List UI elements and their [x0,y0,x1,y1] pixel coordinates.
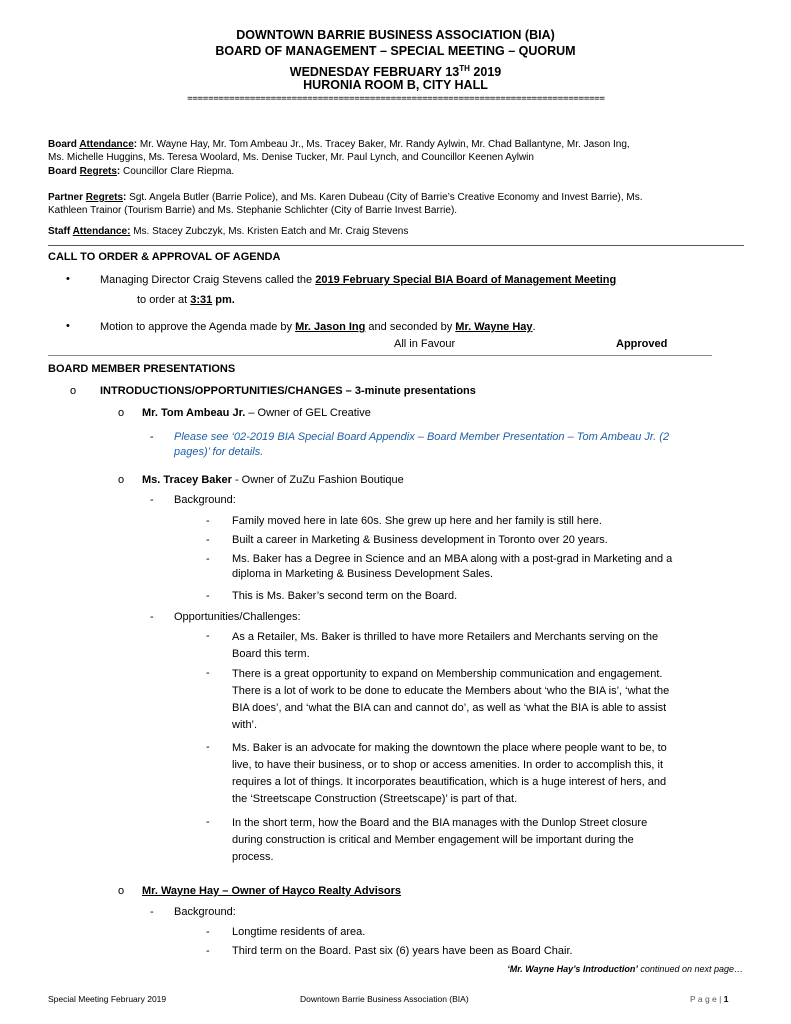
dash-icon: - [206,816,210,828]
tracey-opp-item: There is a great opportunity to expand on Membership communication and engagement. There is a lot of work to be done to educate the Members about ‘who the BIA is’, ‘what the BIA does’, and ‘what the BIA can and cannot do’, as well as ‘what the BIA is able to assist with’. [232,668,670,731]
vote-result: Approved [616,338,668,350]
tracey-opp-item: Ms. Baker is an advocate for making the downtown the place where people want to be, to live, to have their business, or to shop or access amenities. In order to accomplish this, it requires a lot of things. It incorporates beautification, which is a huge interest of hers, and the ‘Streetscape Construction (Streetscape)’ is part of that. [232,742,667,805]
meeting-title: BOARD OF MANAGEMENT – SPECIAL MEETING – QUORUM [215,44,576,58]
presenter-tracey: Ms. Tracey Baker - Owner of ZuZu Fashion Boutique [142,474,404,486]
meeting-date: WEDNESDAY FEBRUARY 13TH 2019 [289,64,502,80]
dash-icon: - [206,515,210,527]
tracey-bg-item: Ms. Baker has a Degree in Science and an MBA along with a post-grad in Marketing and a diploma in Marketing & Business Development Sales. [232,553,673,580]
section-divider [48,355,712,356]
footer-left: Special Meeting February 2019 [48,994,167,1004]
presentations-heading: BOARD MEMBER PRESENTATIONS [48,363,236,375]
meeting-location: HURONIA ROOM B, CITY HALL [303,78,488,92]
staff-attendance: Staff Attendance: Ms. Stacey Zubczyk, Ms. Kristen Eatch and Mr. Craig Stevens [48,226,409,237]
dash-icon: - [206,630,210,642]
dash-icon: - [150,906,154,918]
dash-icon: - [206,553,210,565]
partner-regrets: Partner Regrets: Sgt. Angela Butler (Barrie Police), and Ms. Karen Dubeau (City of Barrie’s Creative Economy and Invest Barrie), Ms. Kathleen Trainor (Tourism Barrie) and Ms. Stephanie Schlichter (City of Barrie Invest Barrie). [48,192,643,216]
presenter-wayne: Mr. Wayne Hay – Owner of Hayco Realty Advisors [142,885,401,897]
footer-center: Downtown Barrie Business Association (BIA) [300,994,469,1004]
tracey-bg-item: Built a career in Marketing & Business development in Toronto over 20 years. [232,534,608,546]
dash-icon: - [206,926,210,938]
vote-label: All in Favour [394,338,456,350]
bullet-icon: • [66,320,70,332]
agenda-motion: Motion to approve the Agenda made by Mr. Jason Ing and seconded by Mr. Wayne Hay. [100,321,536,333]
presenter-tom: Mr. Tom Ambeau Jr. – Owner of GEL Creative [142,407,371,419]
dash-icon: - [150,431,154,443]
presentations-subheading: INTRODUCTIONS/OPPORTUNITIES/CHANGES – 3-minute presentations [100,385,476,397]
call-to-order-item: Managing Director Craig Stevens called the 2019 February Special BIA Board of Management Meeting [100,274,617,286]
org-title: DOWNTOWN BARRIE BUSINESS ASSOCIATION (BIA) [236,28,555,42]
dash-icon: - [206,741,210,753]
tom-appendix-note: Please see ‘02-2019 BIA Special Board Appendix – Board Member Presentation – Tom Ambeau Jr. (2 pages)’ for details. [174,431,670,458]
continued-note: ‘Mr. Wayne Hay’s Introduction’ continued on next page… [507,964,743,974]
tracey-opps-label: Opportunities/Challenges: [174,611,301,623]
tracey-bg-item: Family moved here in late 60s. She grew up here and her family is still here. [232,515,602,527]
dash-icon: - [150,494,154,506]
call-to-order-heading: CALL TO ORDER & APPROVAL OF AGENDA [48,251,281,263]
circle-bullet-icon: o [118,474,125,486]
tracey-opp-item: As a Retailer, Ms. Baker is thrilled to have more Retailers and Merchants serving on the Board this term. [232,631,659,660]
header-divider: ================================================================================ [187,94,605,104]
tracey-background-label: Background: [174,494,236,506]
circle-bullet-icon: o [118,407,125,419]
circle-bullet-icon: o [70,385,77,397]
board-regrets: Board Regrets: Councillor Clare Riepma. [48,166,235,177]
footer-page: P a g e | 1 [690,994,729,1004]
dash-icon: - [206,945,210,957]
circle-bullet-icon: o [118,885,125,897]
section-divider [48,245,744,246]
wayne-bg-item: Longtime residents of area. [232,926,366,938]
dash-icon: - [206,534,210,546]
wayne-background-label: Background: [174,906,236,918]
bullet-icon: • [66,273,70,285]
wayne-bg-item: Third term on the Board. Past six (6) years have been as Board Chair. [232,945,573,957]
dash-icon: - [206,590,210,602]
tracey-bg-item: This is Ms. Baker’s second term on the Board. [232,590,458,602]
dash-icon: - [150,611,154,623]
tracey-opp-item: In the short term, how the Board and the BIA manages with the Dunlop Street closure during construction is critical and Member engagement will be important during the process. [232,817,648,863]
call-to-order-time: to order at 3:31 pm. [137,294,235,306]
board-attendance: Board Attendance: Mr. Wayne Hay, Mr. Tom Ambeau Jr., Ms. Tracey Baker, Mr. Randy Aylwin, Mr. Chad Ballantyne, Mr. Jason Ing, Ms. Michelle Huggins, Ms. Teresa Woolard, Ms. Denise Tucker, Mr. Paul Lynch, and Councillor Keenen Aylwin [48,139,630,163]
dash-icon: - [206,667,210,679]
